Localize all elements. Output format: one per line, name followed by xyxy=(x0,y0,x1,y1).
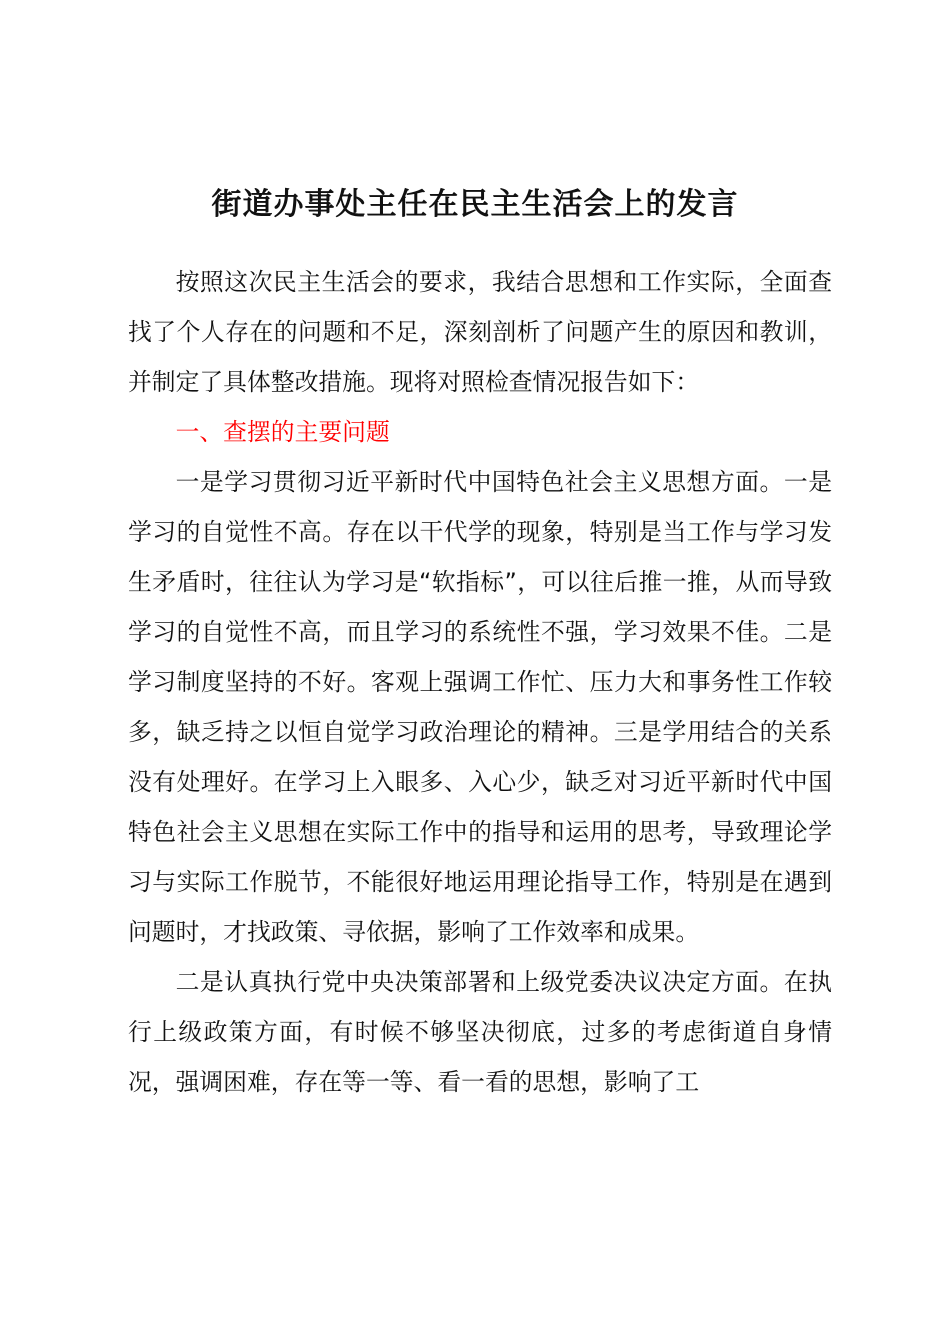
body-paragraph-1: 一是学习贯彻习近平新时代中国特色社会主义思想方面。一是学习的自觉性不高。存在以干代学的现象，特别是当工作与学习发生矛盾时，往往认为学习是“软指标”，可以往后推一推，从而导致学习的自觉性不高，而且学习的系统性不强，学习效果不佳。二是学习制度坚持的不好。客观上强调工作忙、压力大和事务性工作较多，缺乏持之以恒自觉学习政治理论的精神。三是学用结合的关系没有处理好。在学习上入眼多、入心少，缺乏对习近平新时代中国特色社会主义思想在实际工作中的指导和运用的思考，导致理论学习与实际工作脱节，不能很好地运用理论指导工作，特别是在遇到问题时，才找政策、寻依据，影响了工作效率和成果。 xyxy=(128,468,832,946)
section-heading: 一、查摆的主要问题 xyxy=(175,418,390,446)
document-body xyxy=(128,257,832,1107)
intro-paragraph: 按照这次民主生活会的要求，我结合思想和工作实际，全面查找了个人存在的问题和不足，深刻剖析了问题产生的原因和教训，并制定了具体整改措施。现将对照检查情况报告如下： xyxy=(128,268,832,396)
document-title: 街道办事处主任在民主生活会上的发言 xyxy=(211,187,739,222)
body-paragraph-2: 二是认真执行党中央决策部署和上级党委决议决定方面。在执行上级政策方面，有时候不够坚决彻底，过多的考虑街道自身情况，强调困难，存在等一等、看一看的思想，影响了工 xyxy=(128,968,832,1096)
